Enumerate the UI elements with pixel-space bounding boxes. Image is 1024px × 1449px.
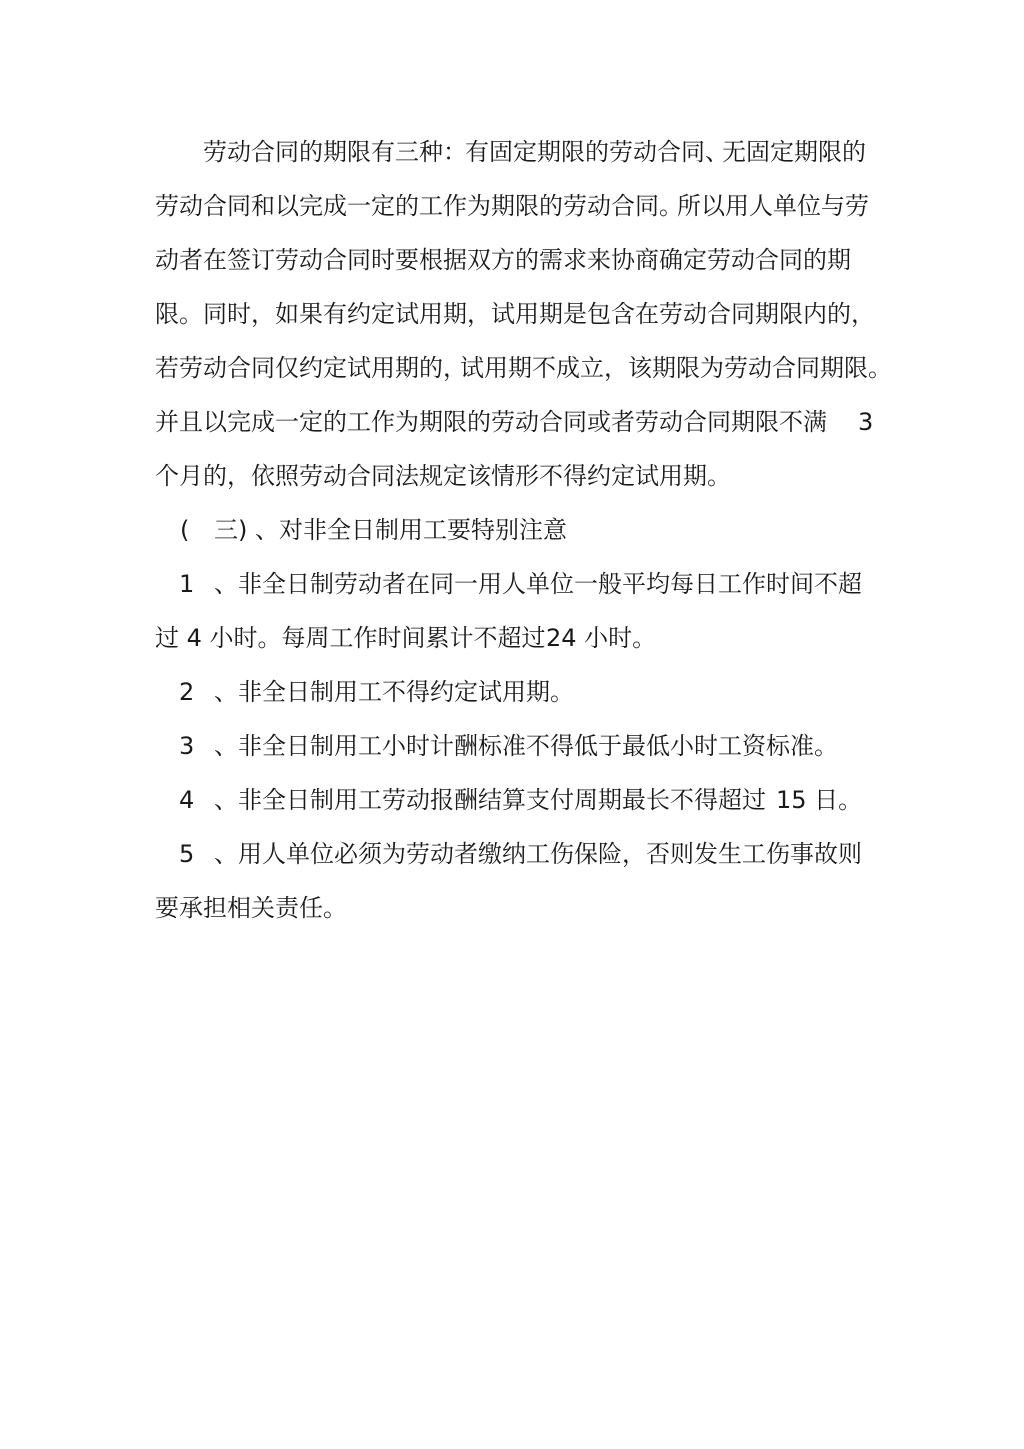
- text-run: 有固定期限的劳动合同、: [465, 138, 729, 166]
- text-run: 动者在签订劳动合同时要根据双方的需求来协商确定劳动合同的期: [155, 246, 851, 274]
- heading-paren: (: [180, 516, 190, 544]
- text-run: 所以用人单位与劳: [677, 192, 869, 220]
- list-item-text: 、非全日制用工劳动报酬结算支付周期最长不得超过: [214, 786, 766, 814]
- list-item-text: 24 小时。: [546, 624, 657, 652]
- list-item-number: 5: [179, 840, 195, 868]
- text-run: 劳动合同和以完成一定的工作为期限的劳动合同。: [155, 192, 683, 220]
- list-item-text: 过 4 小时。每周工作时间累计不超过: [155, 624, 546, 652]
- list-item-number: 4: [179, 786, 195, 814]
- text-run: 试用期不成立，该期限为劳动合同期限。: [460, 354, 892, 382]
- text-run: 3: [858, 408, 874, 436]
- list-item-number: 1: [179, 570, 195, 598]
- list-item-text: 15 日。: [776, 786, 863, 814]
- heading-text: 三) 、对非全日制用工要特别注意: [214, 516, 567, 544]
- text-run: 劳动合同的期限有三种：: [203, 138, 467, 166]
- list-item-text: 、用人单位必须为劳动者缴纳工伤保险，否则发生工伤事故则: [214, 840, 862, 868]
- text-run: 个月的，依照劳动合同法规定该情形不得约定试用期。: [155, 462, 731, 490]
- list-item-text: 、非全日制劳动者在同一用人单位一般平均每日工作时间不超: [214, 570, 862, 598]
- list-item-number: 2: [179, 678, 195, 706]
- list-item-number: 3: [179, 732, 195, 760]
- text-run: 限。同时，如果有约定试用期，试用期是包含在劳动合同期限内的，: [155, 300, 875, 328]
- text-run: 无固定期限的: [722, 138, 866, 166]
- list-item-text: 要承担相关责任。: [155, 894, 347, 922]
- text-run: 并且以完成一定的工作为期限的劳动合同或者劳动合同期限不满: [155, 408, 827, 436]
- list-item-text: 、非全日制用工不得约定试用期。: [214, 678, 574, 706]
- text-run: 若劳动合同仅约定试用期的，: [155, 354, 467, 382]
- list-item-text: 、非全日制用工小时计酬标准不得低于最低小时工资标准。: [214, 732, 838, 760]
- list-item-continuation: [0, 892, 347, 988]
